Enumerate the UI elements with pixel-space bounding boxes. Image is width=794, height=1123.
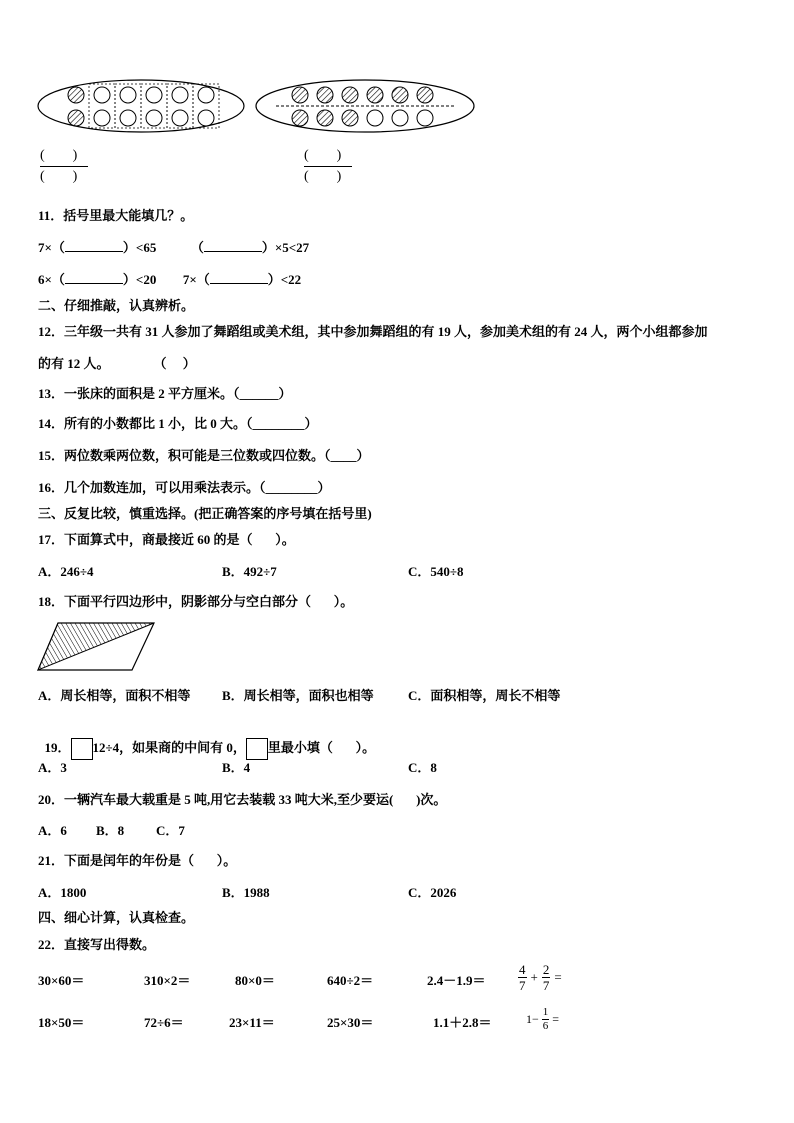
shaded-circle [68, 87, 84, 103]
q18-option-a[interactable]: A．周长相等，面积不相等 [38, 688, 191, 703]
q11-r2b-pre: 7×（ [182, 272, 210, 287]
q11-r1a-post: ）<65 [122, 240, 157, 255]
empty-circle [94, 110, 110, 126]
q17-option-a[interactable]: A．246÷4 [38, 564, 94, 579]
q11-row1 [38, 239, 309, 256]
fraction-denominator: ( ) [40, 169, 78, 184]
fraction-numerator: ( ) [40, 148, 78, 163]
empty-circle [417, 110, 433, 126]
q17-title: 17．下面算式中，商最接近 60 的是（ ）。 [38, 532, 295, 547]
q18-option-c[interactable]: C．面积相等，周长不相等 [408, 688, 561, 703]
q12-line1: 12．三年级一共有 31 人参加了舞蹈组或美术组，其中参加舞蹈组的有 19 人，参加美术组的有 24 人，两个小组都参加 [38, 324, 708, 339]
calc-item: 1.1＋2.8＝ [433, 1015, 492, 1030]
q21-option-c[interactable]: C．2026 [408, 885, 457, 900]
shaded-circle [317, 110, 333, 126]
section-2-heading: 二、仔细推敲，认真辨析。 [38, 298, 195, 313]
empty-circle [198, 87, 214, 103]
q22-title: 22．直接写出得数。 [38, 937, 156, 952]
digit-box[interactable] [71, 738, 93, 760]
fraction-blank-right[interactable] [304, 148, 352, 185]
q11-r2a-pre: 6×（ [38, 272, 65, 287]
calc-item: 18×50＝ [38, 1015, 85, 1030]
q20-option-a[interactable]: A．6 [38, 823, 67, 838]
calc-item: 2.4－1.9＝ [427, 973, 486, 988]
shaded-circle [367, 87, 383, 103]
empty-circle [172, 110, 188, 126]
q19-option-c[interactable]: C．8 [408, 760, 437, 775]
answer-blank[interactable] [204, 239, 262, 252]
shaded-circle [292, 110, 308, 126]
empty-circle [146, 110, 162, 126]
q21-title: 21．下面是闰年的年份是（ ）。 [38, 853, 237, 868]
q13: 13．一张床的面积是 2 平方厘米。（______） [38, 386, 292, 401]
calc-item: 80×0＝ [235, 973, 275, 988]
q11-r2a-post: ）<20 [122, 272, 157, 287]
circle-group-right [254, 78, 476, 134]
empty-circle [392, 110, 408, 126]
empty-circle [198, 110, 214, 126]
calc-item: 72÷6＝ [144, 1015, 184, 1030]
q18-option-b[interactable]: B．周长相等，面积也相等 [222, 688, 374, 703]
q19-mid: 12÷4，如果商的中间有 0， [92, 739, 246, 755]
fraction-blank-left[interactable] [40, 148, 88, 185]
calc-item: 25×30＝ [327, 1015, 374, 1030]
fraction: $\frac{1}{6}$ [542, 1006, 549, 1032]
empty-circle [120, 110, 136, 126]
answer-blank[interactable] [65, 239, 123, 252]
calc-item: 310×2＝ [144, 973, 191, 988]
shaded-circle [317, 87, 333, 103]
q20-option-b[interactable]: B．8 [96, 823, 125, 838]
fraction-bar [40, 166, 88, 167]
q17-option-c[interactable]: C．540÷8 [408, 564, 464, 579]
q19-post: 里最小填（ ）。 [267, 739, 376, 755]
q11-row2 [38, 271, 301, 288]
answer-blank[interactable] [210, 271, 268, 284]
q11-r1b-post: ）×5<27 [261, 240, 310, 255]
q21-option-a[interactable]: A．1800 [38, 885, 87, 900]
fraction-numerator: ( ) [304, 148, 342, 163]
answer-blank[interactable] [65, 271, 123, 284]
q11-title: 11．括号里最大能填几？。 [38, 208, 194, 223]
calc-fraction-diff: 1− $\frac{1}{6}$ = [526, 1006, 560, 1032]
q12-line2-text: 的有 12 人。 [38, 356, 110, 371]
calc-fraction-sum: $\frac{4}{7}$ + $\frac{2}{7}$ = [519, 962, 562, 993]
q11-r2b-post: ）<22 [267, 272, 302, 287]
shaded-circle [417, 87, 433, 103]
digit-box[interactable] [246, 738, 268, 760]
q19-number: 19． [44, 739, 71, 755]
fraction: $\frac{2}{7}$ [542, 962, 550, 993]
q16: 16．几个加数连加，可以用乘法表示。（________） [38, 480, 331, 495]
q11-r1a-pre: 7×（ [38, 240, 65, 255]
calc-item: 23×11＝ [229, 1015, 275, 1030]
empty-circle [94, 87, 110, 103]
q21-option-b[interactable]: B．1988 [222, 885, 270, 900]
q11-r1b-pre: （ [190, 240, 204, 255]
fraction-bar [304, 166, 352, 167]
circle-group-left [36, 78, 246, 134]
calc-item: 640÷2＝ [327, 973, 374, 988]
section-3-heading: 三、反复比较，慎重选择。(把正确答案的序号填在括号里) [38, 506, 372, 521]
q19-title [38, 722, 375, 760]
q20-option-c[interactable]: C．7 [156, 823, 185, 838]
fraction-denominator: ( ) [304, 169, 342, 184]
q18-title: 18．下面平行四边形中，阴影部分与空白部分（ ）。 [38, 594, 354, 609]
q14: 14．所有的小数都比 1 小，比 0 大。（________） [38, 416, 318, 431]
calc-item: 30×60＝ [38, 973, 85, 988]
q19-option-b[interactable]: B．4 [222, 760, 251, 775]
parallelogram-figure [36, 620, 158, 672]
shaded-circle [342, 87, 358, 103]
shaded-circle [392, 87, 408, 103]
q20-title: 20．一辆汽车最大载重是 5 吨,用它去装载 33 吨大米,至少要运( )次。 [38, 792, 447, 807]
shaded-circle [342, 110, 358, 126]
answer-paren[interactable]: （ ） [153, 356, 196, 371]
empty-circle [146, 87, 162, 103]
q12-line2 [38, 356, 196, 372]
q17-option-b[interactable]: B．492÷7 [222, 564, 277, 579]
empty-circle [367, 110, 383, 126]
empty-circle [172, 87, 188, 103]
fraction: $\frac{4}{7}$ [519, 962, 526, 993]
section-4-heading: 四、细心计算，认真检查。 [38, 910, 195, 925]
shaded-circle [292, 87, 308, 103]
shaded-circle [68, 110, 84, 126]
empty-circle [120, 87, 136, 103]
q15: 15．两位数乘两位数，积可能是三位数或四位数。（____） [38, 448, 370, 463]
q19-option-a[interactable]: A．3 [38, 760, 67, 775]
